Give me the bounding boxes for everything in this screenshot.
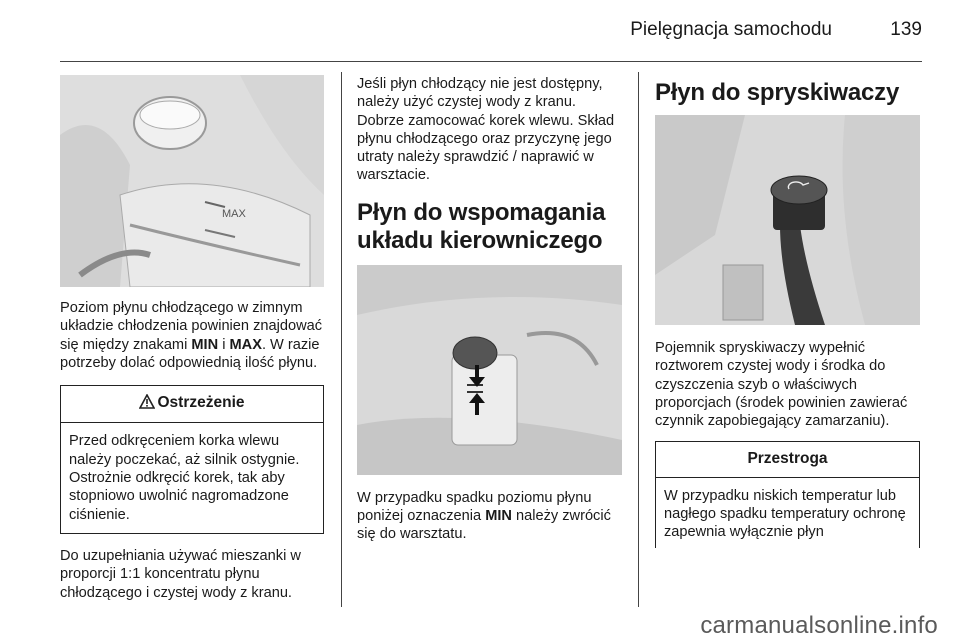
coolant-level-paragraph: Poziom płynu chłodzącego w zimnym układzie chłodzenia powinien znajdować się między znakami MIN i MAX. W razie potrzeby dolać odpowiednią ilość płynu. (60, 300, 323, 371)
caution-body: W przypadku niskich temperatur lub nagłego spadku temperatury ochronę zapewnia wyłącznie płyn (664, 487, 906, 541)
caution-title: Przestroga (656, 442, 919, 477)
coolant-reservoir-image (60, 75, 324, 287)
washer-fluid-heading: Płyn do spryskiwaczy (655, 79, 900, 106)
page-number: 139 (890, 19, 922, 40)
column-3 (655, 75, 920, 548)
column-2 (357, 75, 622, 544)
column-1 (60, 75, 324, 602)
column-divider-1 (341, 72, 342, 607)
column-divider-2 (638, 72, 639, 607)
steering-fluid-paragraph: W przypadku spadku poziomu płynu poniżej oznaczenia MIN należy zwrócić się do warsztatu. (357, 489, 611, 543)
page-header-title: Pielęgnacja samochodu (630, 19, 832, 40)
washer-fluid-paragraph: Pojemnik spryskiwaczy wypełnić roztworem czystej wody i środka do czyszczenia szyb o właściwych proporcjach (środek powinien zawierać czynnik zapobiegający zamarzaniu). (655, 340, 908, 430)
power-steering-reservoir-image (357, 265, 622, 475)
mixture-paragraph: Do uzupełniania używać mieszanki w proporcji 1:1 koncentratu płynu chłodzącego i czystej wody z kranu. (60, 547, 301, 601)
warning-title: Ostrzeżenie (61, 386, 323, 423)
power-steering-heading: Płyn do wspomagania układu kierowniczego (357, 198, 606, 254)
header-rule (60, 61, 922, 62)
watermark: carmanualsonline.info (700, 612, 938, 639)
warning-box (60, 385, 324, 534)
tap-water-paragraph: Jeśli płyn chłodzący nie jest dostępny, należy użyć czystej wody z kranu. Dobrze zamocować korek wlewu. Skład płynu chłodzącego oraz przyczynę jego utraty należy sprawdzić / naprawić w warsztacie. (357, 76, 615, 184)
warning-body: Przed odkręceniem korka wlewu należy poczekać, aż silnik ostygnie. Ostrożnie odkręcić korek, tak aby stopniowo uwolnić nagromadzone ciśnienie. (69, 433, 300, 523)
warning-triangle-icon (139, 394, 155, 414)
caution-box (655, 441, 920, 547)
max-mark-label: MAX (222, 208, 246, 220)
washer-reservoir-image (655, 115, 920, 325)
